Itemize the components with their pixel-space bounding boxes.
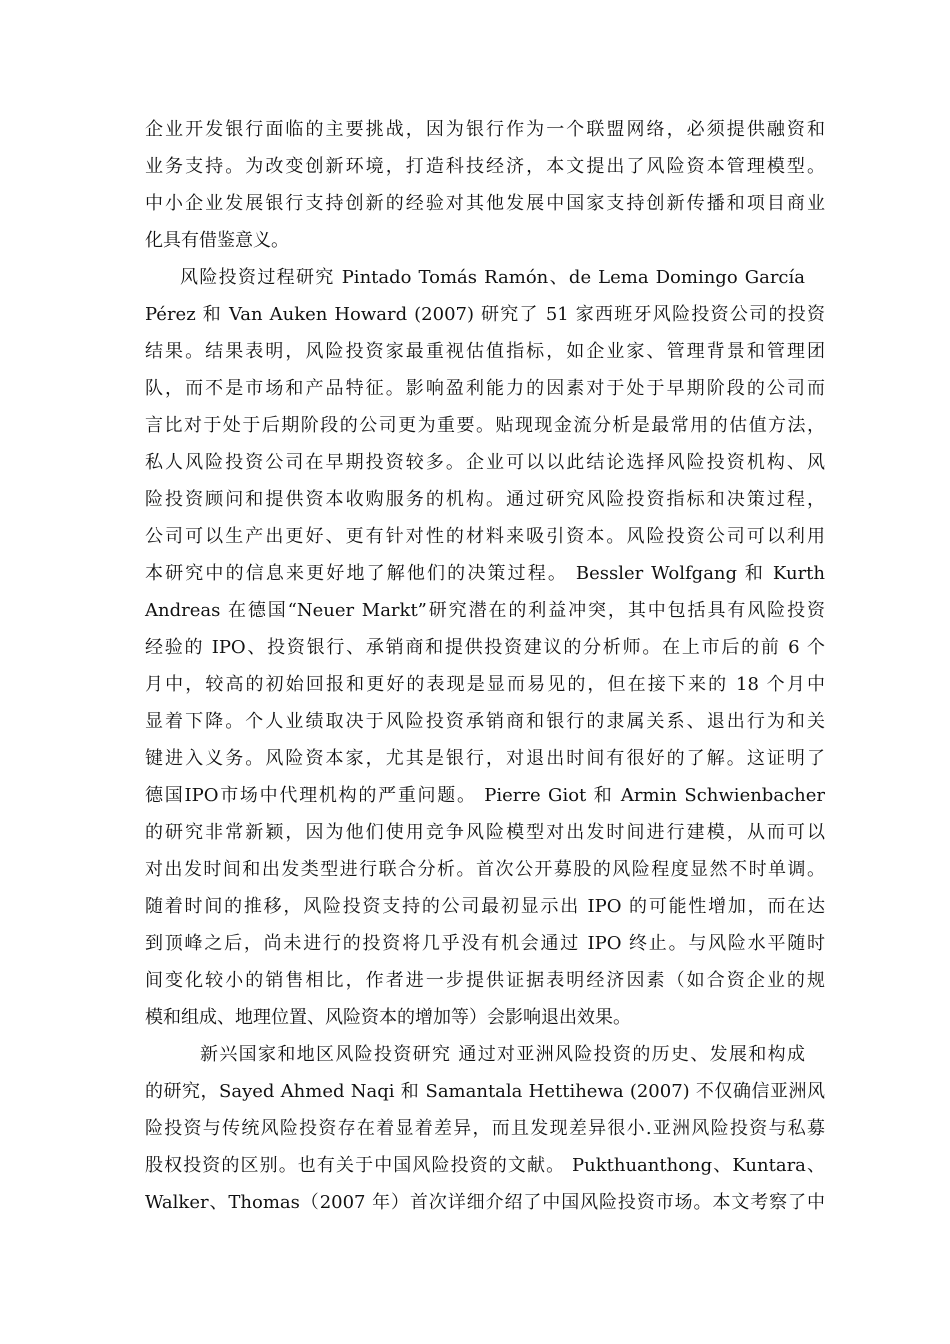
- text-line: 对出发时间和出发类型进行联合分析。首次公开募股的风险程度显然不时单调。: [145, 859, 825, 880]
- text-line: 月中，较高的初始回报和更好的表现是显而易见的，但在接下来的 18 个月中: [145, 674, 825, 695]
- text-line: 险投资顾问和提供资本收购服务的机构。通过研究风险投资指标和决策过程，: [145, 489, 825, 510]
- text-line: 中小企业发展银行支持创新的经验对其他发展中国家支持创新传播和项目商业: [145, 193, 825, 214]
- text-line: Walker、Thomas（2007 年）首次详细介绍了中国风险投资市场。本文考察了中: [145, 1192, 825, 1213]
- text-line: 本研究中的信息来更好地了解他们的决策过程。 Bessler Wolfgang 和 Kurth: [145, 563, 825, 584]
- text-line: 言比对于处于后期阶段的公司更为重要。贴现现金流分析是最常用的估值方法，: [145, 415, 825, 436]
- paragraph-first-line: 新兴国家和地区风险投资研究 通过对亚洲风险投资的历史、发展和构成: [200, 1044, 805, 1065]
- text-line: 企业开发银行面临的主要挑战，因为银行作为一个联盟网络，必须提供融资和: [145, 119, 825, 140]
- text-line: 键进入义务。风险资本家，尤其是银行，对退出时间有很好的了解。这证明了: [145, 748, 825, 769]
- text-line: 经验的 IPO、投资银行、承销商和提供投资建议的分析师。在上市后的前 6 个: [145, 637, 825, 658]
- text-line: 私人风险投资公司在早期投资较多。企业可以以此结论选择风险投资机构、风: [145, 452, 825, 473]
- text-line: 到顶峰之后，尚未进行的投资将几乎没有机会通过 IPO 终止。与风险水平随时: [145, 933, 825, 954]
- text-line: 的研究，Sayed Ahmed Naqi 和 Samantala Hettihewa (2007) 不仅确信亚洲风: [145, 1081, 825, 1102]
- text-line: 德国IPO市场中代理机构的严重问题。 Pierre Giot 和 Armin Schwienbacher: [145, 785, 825, 806]
- text-line: 化具有借鉴意义。: [145, 230, 289, 251]
- text-line: 随着时间的推移，风险投资支持的公司最初显示出 IPO 的可能性增加，而在达: [145, 896, 825, 917]
- text-line: 间变化较小的销售相比，作者进一步提供证据表明经济因素（如合资企业的规: [145, 970, 825, 991]
- paragraph-first-line: 风险投资过程研究 Pintado Tomás Ramón、de Lema Domingo García: [180, 267, 805, 288]
- text-line: 股权投资的区别。也有关于中国风险投资的文献。 Pukthuanthong、Kuntara、: [145, 1155, 825, 1176]
- text-line: Pérez 和 Van Auken Howard (2007) 研究了 51 家西班牙风险投资公司的投资: [145, 304, 825, 325]
- text-line: 业务支持。为改变创新环境，打造科技经济，本文提出了风险资本管理模型。: [145, 156, 825, 177]
- text-line: 险投资与传统风险投资存在着显着差异，而且发现差异很小.亚洲风险投资与私募: [145, 1118, 825, 1139]
- text-line: Andreas 在德国“Neuer Markt”研究潜在的利益冲突，其中包括具有风险投资: [145, 600, 825, 621]
- text-line: 的研究非常新颖，因为他们使用竞争风险模型对出发时间进行建模，从而可以: [145, 822, 825, 843]
- text-line: 队，而不是市场和产品特征。影响盈利能力的因素对于处于早期阶段的公司而: [145, 378, 825, 399]
- text-line: 结果。结果表明，风险投资家最重视估值指标，如企业家、管理背景和管理团: [145, 341, 825, 362]
- text-line: 显着下降。个人业绩取决于风险投资承销商和银行的隶属关系、退出行为和关: [145, 711, 825, 732]
- text-line: 模和组成、地理位置、风险资本的增加等）会影响退出效果。: [145, 1007, 631, 1028]
- text-line: 公司可以生产出更好、更有针对性的材料来吸引资本。风险投资公司可以利用: [145, 526, 825, 547]
